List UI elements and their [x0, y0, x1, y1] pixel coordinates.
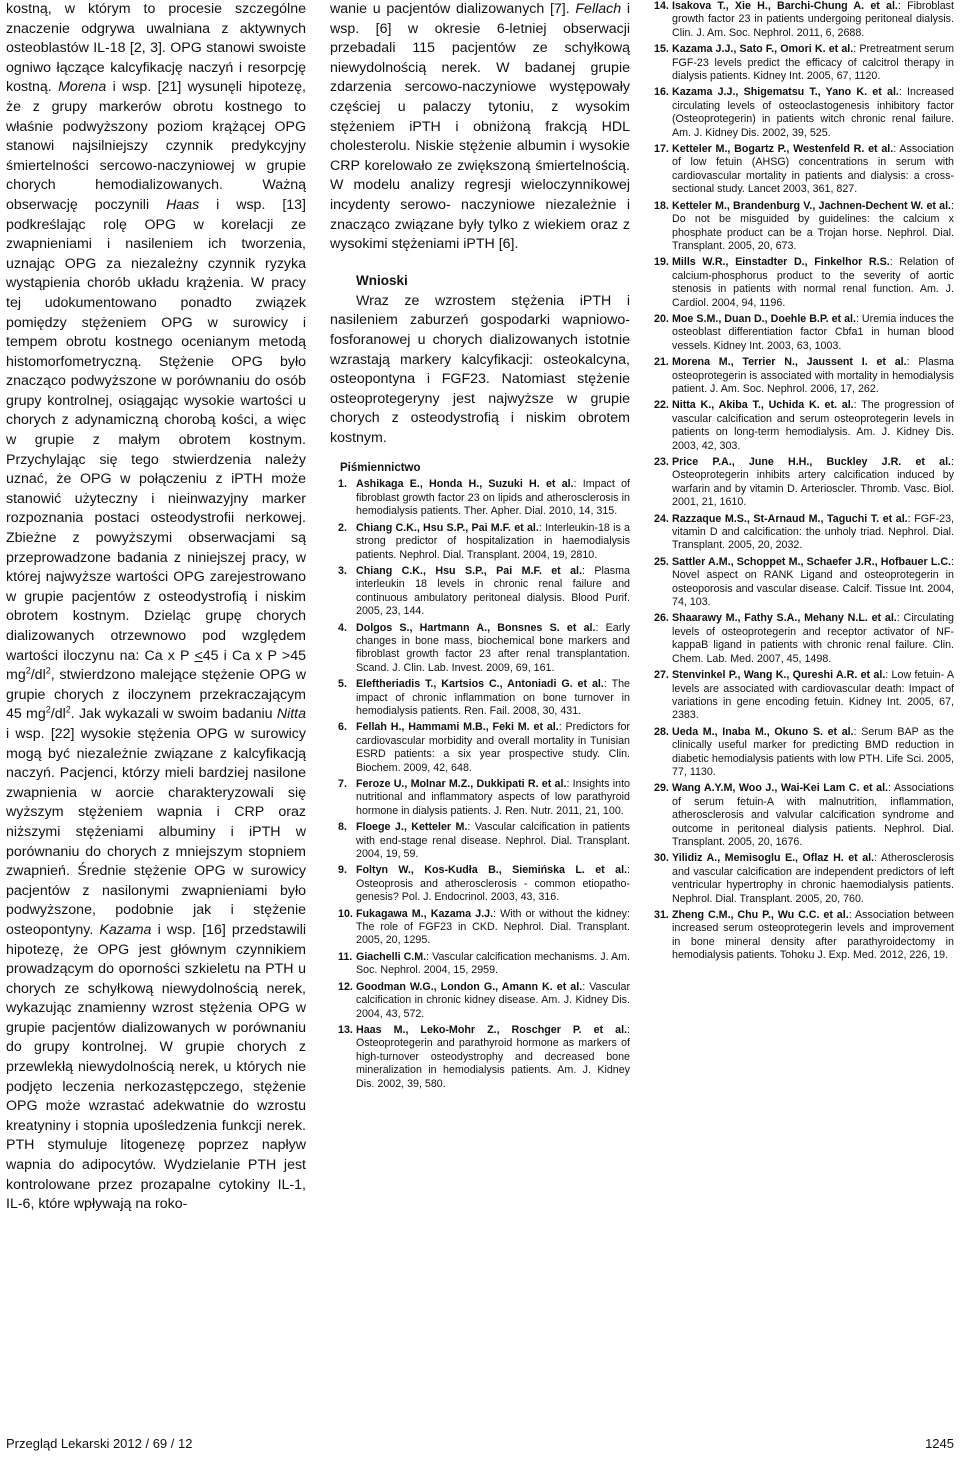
reference-number: 24. [654, 512, 669, 525]
reference-details: : Uremia induces the osteoblast differentiation factor Cbfa1 in human blood vessels. Kidney Int. 2003, 63, 1003. [672, 312, 955, 352]
text-column-1 [6, 0, 306, 1215]
text-column-2 [330, 0, 630, 1094]
reference-item [654, 43, 954, 83]
italic-run: Kazama [99, 921, 152, 938]
reference-item [654, 0, 954, 40]
text-run: 45 i Ca x P >45 mg [6, 647, 306, 684]
reference-authors: Eleftheriadis T., Kartsios C., Antoniadi G. et al. [356, 678, 604, 691]
reference-details: : Circulating levels of osteoprotegerin and receptor activator of NF-kappaB ligand in patients with chronic renal failure. Clin. Chem. Lab. Med. 2007, 45, 1498. [672, 612, 954, 665]
reference-authors: Kazama J.J., Sato F., Omori K. et al. [672, 43, 854, 56]
reference-details: : FGF-23, vitamin D and calcification: the unholy triad. Nephrol. Dial. Transplant. 2005, 20, 2032. [672, 512, 954, 552]
reference-number: 31. [654, 909, 669, 921]
conclusions-heading: Wnioski [356, 272, 408, 288]
italic-run: Morena [58, 79, 107, 96]
reference-authors: Shaarawy M., Fathy S.A., Mehany N.L. et al. [672, 612, 897, 625]
text-run: wanie u pacjentów dializowanych [7]. [330, 1, 576, 17]
reference-details: : Predictors for cardiovascular morbidity and overall mortality in Tunisian ESRD patients: a six year prospective study. Clin. Biochem. 2009, 42, 648. [356, 721, 630, 774]
reference-authors: Wang A.Y.M, Woo J., Wai-Kei Lam C. et al. [672, 782, 889, 795]
reference-number: 7. [338, 778, 347, 790]
reference-item [654, 852, 954, 906]
reference-details: : Increased circulating levels of osteoclastogenesis inhibitory factor (Osteoprotegerin) in patients witch chronic renal failure. Am. J. Kidney Dis. 2002, 39, 525. [672, 86, 954, 139]
text-run: i wsp. [16] przedstawili hipotezę, że OPG jest głównym czynnikiem prowadzącym do oporności szkieletu na PTH u chorych ze schyłkową niewydolnością nerek, wykazując znamienny wzrost stężenia OPG w grupie pacjentów dializowanych w porównaniu do grupy kontrolnej. W grupie chorych z przewlekłą niewydolnością nerek, u których nie podjęto leczenia nerkozastępczego, stężenie OPG może wzrastać adekwatnie do wzrostu kreatyniny i stopnia upośledzenia funkcji nerek. PTH stymuluje litogenezę poprzez napływ wapnia do adipocytów. Wydzielanie PTH jest kontrolowane przez prozapalne cytokiny IL-1, IL-6, które wpływają na roko- [6, 921, 307, 1213]
reference-authors: Chiang C.K., Hsu S.P., Pai M.F. et al. [356, 521, 539, 534]
reference-details: : Fibroblast growth factor 23 in patients undergoing peritoneal dialysis. Clin. J. Am. Soc. Nephrol. 2011, 6, 2688. [672, 0, 954, 39]
reference-details: : Associations of serum fetuin-A with malnutrition, inflammation, atherosclerosis and valvular calcification syndrome and outcome in peritoneal dialysis patients. Nephrol. Dial. Transplant. 2005, 20, 1676. [672, 782, 954, 848]
text-run: i wsp. [6] w okresie 6-letniej obserwacji przebadali 115 pacjentów ze schyłkową niewydolnością nerek. W badanej grupie zdarzenia sercowo-naczyniowe występowały częściej u palaczy tytoniu, z wysokim stężeniem iPTH i obniżoną frakcją HDL cholesterolu. Niskie stężenie albumin i wysokie CRP korelowało ze zwiększoną śmiertelnością. W modelu analizy regresji wieloczynnikowej incydenty serowo- naczyniowe niezależnie i znacząco związane były tylko z wiekiem oraz z wysokimi stężeniami iPTH [6]. [330, 1, 630, 253]
reference-details: : Pretreatment serum FGF-23 levels predict the efficacy of calcitrol therapy in dialysis patients. Kidney Int. 2005, 67, 1120. [672, 43, 954, 83]
reference-details: : Osteoprotegerin inhibits artery calcification induced by warfarin and by vitamin D. Arterioscler. Thromb. Vasc. Biol. 2001, 21, 1610. [672, 456, 954, 509]
reference-details: : Association of low fetuin (AHSG) concentrations in serum with cardiovascular mortality in patients and dialysis: a cross-sectional study. Lancet 2003, 361, 827. [672, 143, 954, 196]
reference-authors: Mills W.R., Einstadter D., Finkelhor R.S. [672, 256, 890, 269]
text-run: i wsp. [13] podkreślając rolę OPG w korelacji ze zwapnieniami i nasileniem ich tworzenia, uznając OPG za niezależny czynnik ryzyka wystąpienia chorób układu krążenia. W pracy tej udokumentowano ponadto związek pomiędzy stężeniem OPG w surowicy i tempem obrotu kostnego ocenianym metodą histomorfometryczną. Stężenie OPG było znacząco podwyższone w porównaniu do osób grupy kontrolnej, osiągając wysokie wartości u chorych z adynamiczną chorobą kości, a więc w grupie z małym obrotem kostnym. Przychylając się tego stwierdzenia należy uznać, że OPG w połączeniu z iPTH może stanowić użyteczny i nieinwazyjny marker rozpoznania postaci osteodystrofii nerkowej. Zbieżne z powyższymi obserwacjami są przeprowadzone badania z niniejszej pracy, w której najwyższe wartości OPG zarejestrowano w grupie pacjentów z osteodystrofią i niskim obrotem kostnym. Dzieląc grupę chorych dializowanych otrzewnowo pod względem wartości iloczynu na: Ca x P [6, 196, 306, 664]
underlined-symbol: < [194, 647, 203, 664]
text-run: kostną, w którym to procesie szczególne znaczenie odgrywa uwalniana z aktywnych osteoblastów IL-18 [2, 3]. OPG stanowi swoiste ogniwo łączące kalcyfikację naczyń i resorpcję kostną. [6, 1, 306, 96]
conclusions-paragraph: Wraz ze wzrostem stężenia iPTH i nasileniem zaburzeń gospodarki wapniowo-fosforanowej u chorych dializowanych istotnie wzrastają markery kalcyfikacji: osteokalcyna, osteopontyna i FGF23. Natomiast stężenie osteoprotegeryny jest najwyższe w grupie chorych z osteodystrofią i niskim obrotem kostnym. [330, 292, 630, 446]
reference-details: : Vascular calcification mechanisms. J. Am. Soc. Nephrol. 2004, 15, 2959. [356, 950, 630, 977]
reference-item [654, 909, 954, 963]
text-run: i wsp. [22] wysokie stężenia OPG w surowicy mogą być niezależnie związane z kalcyfikacją naczyń. Pacjenci, którzy mieli bardziej nasilone zwapnienia w aorcie charakteryzowali się wyższym stężeniem wapnia i CRP oraz niższymi stężeniami albuminy i iPTH w porównaniu do chorych z mniejszym stopniem zwapnień. Średnie stężenie OPG w surowicy pacjentów z nasilonymi zwapnieniami było podwyższone, podobnie jak i stężenie osteopontyny. [6, 725, 306, 938]
reference-authors: Stenvinkel P., Wang K., Qureshi A.R. et al. [672, 669, 886, 682]
reference-number: 6. [338, 721, 347, 734]
reference-authors: Price P.A., June H.H., Buckley J.R. et al. [672, 456, 952, 468]
reference-number: 29. [654, 782, 669, 795]
reference-authors: Sattler A.M., Schoppet M., Schaefer J.R., Hofbauer L.C. [672, 555, 952, 568]
reference-item [338, 1024, 630, 1091]
superscript: 2 [25, 665, 31, 676]
text-run: , stwierdzono malejące stężenie OPG w grupie chorych z iloczynem przekraczającym 45 mg [6, 667, 306, 723]
reference-item [338, 721, 630, 775]
reference-authors: Ketteler M., Bogartz P., Westenfeld R. et al. [672, 143, 894, 156]
reference-item [338, 951, 630, 978]
reference-details: : Do not be misguided by guidelines: the calcium x phosphate product can be a Trojan horse. Nephrol. Dial. Transplant. 2005, 20, 673. [672, 199, 954, 252]
reference-authors: Ketteler M., Brandenburg V., Jachnen-Dechent W. et al. [672, 199, 952, 212]
reference-authors: Nitta K., Akiba T., Uchida K. et. al. [672, 399, 854, 412]
reference-details: : Atherosclerosis and vascular calcification are independent predictors of left ventricular hypertrophy in chronic haemodialysis patients. Nephrol. Dial. Transplant. 2005, 20, 760. [672, 852, 954, 905]
reference-item [654, 143, 954, 197]
reference-details: : Vascular calcification in chronic kidney disease. Am. J. Kidney Dis. 2004, 43, 572. [356, 980, 630, 1020]
reference-item [654, 726, 954, 780]
references-list-continued [654, 0, 954, 963]
reference-details: : Insights into nutritional and inflammatory aspects of low parathyroid hormone in dialysis patients. J. Ren. Nutr. 2011, 21, 100. [356, 778, 630, 817]
reference-authors: Kazama J.J., Shigematsu T., Yano K. et al. [672, 86, 899, 99]
reference-details: : Vascular calcification in patients with end-stage renal disease. Nephrol. Dial. Transplant. 2004, 19, 59. [356, 821, 630, 861]
page-number: 1245 [925, 1436, 954, 1451]
reference-authors: Yilidiz A., Memisoglu E., Oflaz H. et al. [672, 852, 875, 865]
reference-item [338, 821, 630, 861]
reference-number: 23. [654, 456, 669, 468]
reference-details: : Impact of fibroblast growth factor 23 on lipids and atherosclerosis in hemodialysis patients. Ther. Apher. Dial. 2010, 14, 315. [356, 478, 630, 518]
reference-details: : Osteoprosis and atherosclerosis - common etiopatho-genesis? Pol. J. Endocrinol. 2003, 43, 316. [356, 864, 630, 904]
reference-number: 27. [654, 669, 669, 682]
reference-authors: Razzaque M.S., St-Arnaud M., Taguchi T. et al. [672, 512, 908, 525]
reference-authors: Dolgos S., Hartmann A., Bonsnes S. et al. [356, 621, 596, 634]
reference-item [654, 612, 954, 666]
reference-authors: Goodman W.G., London G., Amann K. et al. [356, 980, 583, 993]
reference-number: 9. [338, 864, 347, 877]
reference-details: : Interleukin-18 is a strong predictor of hospitalization in haemodialysis patients. Nephrol. Dial. Transplant. 2004, 19, 2810. [356, 521, 631, 561]
reference-item [338, 622, 630, 676]
reference-details: : Plasma interleukin 18 levels in chronic renal failure and continuous ambulatory peritoneal dialysis. Blood Purif. 2005, 23, 144. [356, 564, 630, 618]
text-run: i wsp. [21] wysunęli hipotezę, że z grupy markerów obrotu kostnego to właśnie podwyższony poziom krążącej OPG stanowi najsilniejszy czynnik predykcyjny śmiertelności sercowo-naczyniowej w grupie chorych hemodializowanych. Ważną obserwację poczynili [6, 79, 307, 213]
reference-authors: Fellah H., Hammami M.B., Feki M. et al. [356, 721, 559, 734]
italic-run: Fellach [575, 1, 622, 17]
reference-authors: Morena M., Terrier N., Jaussent I. et al. [672, 356, 907, 369]
reference-number: 17. [654, 143, 669, 156]
reference-authors: Fukagawa M., Kazama J.J. [356, 907, 494, 920]
italic-run: Haas [166, 196, 200, 213]
superscript: 2 [65, 704, 71, 715]
reference-item [338, 565, 630, 619]
reference-number: 26. [654, 612, 669, 625]
reference-details: : Plasma osteoprotegerin is associated with mortality in hemodialysis patient. J. Am. Soc. Nephrol. 2006, 17, 262. [672, 356, 954, 395]
reference-authors: Foltyn W., Kos-Kudła B., Siemińska L. et al. [356, 864, 628, 877]
reference-number: 8. [338, 821, 347, 834]
reference-number: 20. [654, 312, 669, 325]
reference-number: 18. [654, 199, 669, 212]
text-run: /dl [50, 706, 66, 723]
reference-details: : Low fetuin- A levels are associated with cardiovascular death: Impact of variations in gene encoding fetuin. Kidney Int. 2005, 67, 2383. [672, 669, 954, 722]
reference-details: : Relation of calcium-phosphorus product to the severity of aortic stenosis in patients with normal renal function. Am. J. Cardiol. 2004, 94, 1196. [672, 256, 954, 309]
body-paragraph [6, 0, 306, 1215]
reference-item [654, 556, 954, 610]
reference-number: 11. [338, 950, 353, 963]
reference-number: 4. [338, 621, 347, 634]
references-heading: Piśmiennictwo [340, 462, 421, 475]
superscript: 2 [45, 665, 51, 676]
reference-number: 3. [338, 564, 347, 577]
reference-authors: Isakova T., Xie H., Barchi-Chung A. et al. [672, 0, 898, 12]
reference-item [654, 399, 954, 453]
reference-authors: Feroze U., Molnar M.Z., Dukkipati R. et al. [356, 778, 567, 790]
italic-run: Nitta [276, 706, 306, 723]
reference-details: : With or without the kidney: The role of FGF23 in CKD. Nephrol. Dial. Transplant. 2005, 20, 1295. [356, 907, 630, 947]
reference-details: : Serum BAP as the clinically useful marker for predicting BMD reduction in diabetic hemodialysis patients with low PTH. Life Sci. 2005, 77, 1130. [672, 725, 954, 778]
reference-number: 5. [338, 678, 347, 691]
reference-authors: Floege J., Ketteler M. [356, 821, 468, 834]
reference-authors: Giachelli C.M. [356, 950, 427, 963]
journal-citation: Przegląd Lekarski 2012 / 69 / 12 [6, 1436, 193, 1451]
reference-number: 21. [654, 356, 669, 369]
reference-details: : Osteoprotegerin and parathyroid hormone as markers of high-turnover osteodystrophy and decreased bone mineralization in hemodialysis patients. Am. J. Kidney Dis. 2002, 39, 580. [356, 1023, 630, 1090]
reference-number: 15. [654, 43, 669, 56]
reference-item [338, 678, 630, 718]
text-run: /dl [30, 667, 46, 684]
reference-authors: Chiang C.K., Hsu S.P., Pai M.F. et al. [356, 564, 582, 577]
reference-item [654, 356, 954, 396]
reference-item [338, 981, 630, 1021]
reference-item [654, 782, 954, 849]
reference-number: 12. [338, 980, 353, 993]
reference-number: 16. [654, 86, 669, 99]
reference-item [654, 200, 954, 254]
reference-authors: Haas M., Leko-Mohr Z., Roschger P. et al. [356, 1023, 628, 1036]
reference-item [338, 478, 630, 518]
text-column-3 [654, 0, 954, 966]
reference-authors: Ueda M., Inaba M., Okuno S. et al. [672, 725, 854, 738]
reference-number: 14. [654, 0, 669, 12]
reference-number: 1. [338, 478, 347, 491]
reference-authors: Ashikaga E., Honda H., Suzuki H. et al. [356, 478, 574, 491]
superscript: 2 [45, 704, 51, 715]
reference-item [654, 256, 954, 310]
references-list [330, 478, 630, 1090]
reference-number: 22. [654, 399, 669, 412]
text-run: . Jak wykazali w swoim badaniu [70, 706, 277, 723]
reference-authors: Moe S.M., Duan D., Doehle B.P. et al. [672, 312, 856, 325]
reference-authors: Zheng C.M., Chu P., Wu C.C. et al. [672, 909, 849, 921]
reference-number: 28. [654, 725, 669, 738]
reference-item [338, 864, 630, 904]
reference-item [654, 456, 954, 510]
reference-item [654, 313, 954, 353]
body-paragraph [330, 0, 630, 255]
reference-item [338, 908, 630, 948]
reference-number: 2. [338, 521, 347, 534]
reference-item [338, 522, 630, 562]
reference-details: : The impact of chronic inflammation on bone turnover in hemodialysis patients. Ren. Fail. 2008, 30, 431. [356, 678, 630, 717]
reference-number: 19. [654, 256, 669, 269]
reference-number: 25. [654, 555, 669, 568]
reference-item [654, 669, 954, 723]
reference-number: 10. [338, 907, 353, 920]
reference-details: : Novel aspect on RANK Ligand and osteoprotegerin in osteoporosis and vascular disease. Calcif. Tissue Int. 2004, 74, 103. [672, 555, 954, 609]
reference-item [654, 513, 954, 553]
reference-details: : Association between increased serum osteoprotegerin levels and improvement in bone mineral density after parathyroidectomy in hemodialysis patients. Tohoku J. Exp. Med. 2012, 226, 19. [672, 909, 954, 962]
reference-number: 13. [338, 1023, 353, 1036]
reference-item [654, 86, 954, 140]
reference-number: 30. [654, 852, 669, 865]
reference-details: : Early changes in bone mass, biochemical bone markers and fibroblast growth factor 23 after renal transplantation. Scand. J. Clin. Lab. Invest. 2009, 69, 161. [356, 621, 630, 674]
reference-details: : The progression of vascular calcification and serum osteoprotegerin levels in patients on long-term hemodialysis. Am. J. Kidney Dis. 2003, 42, 303. [672, 399, 954, 452]
reference-item [338, 778, 630, 818]
